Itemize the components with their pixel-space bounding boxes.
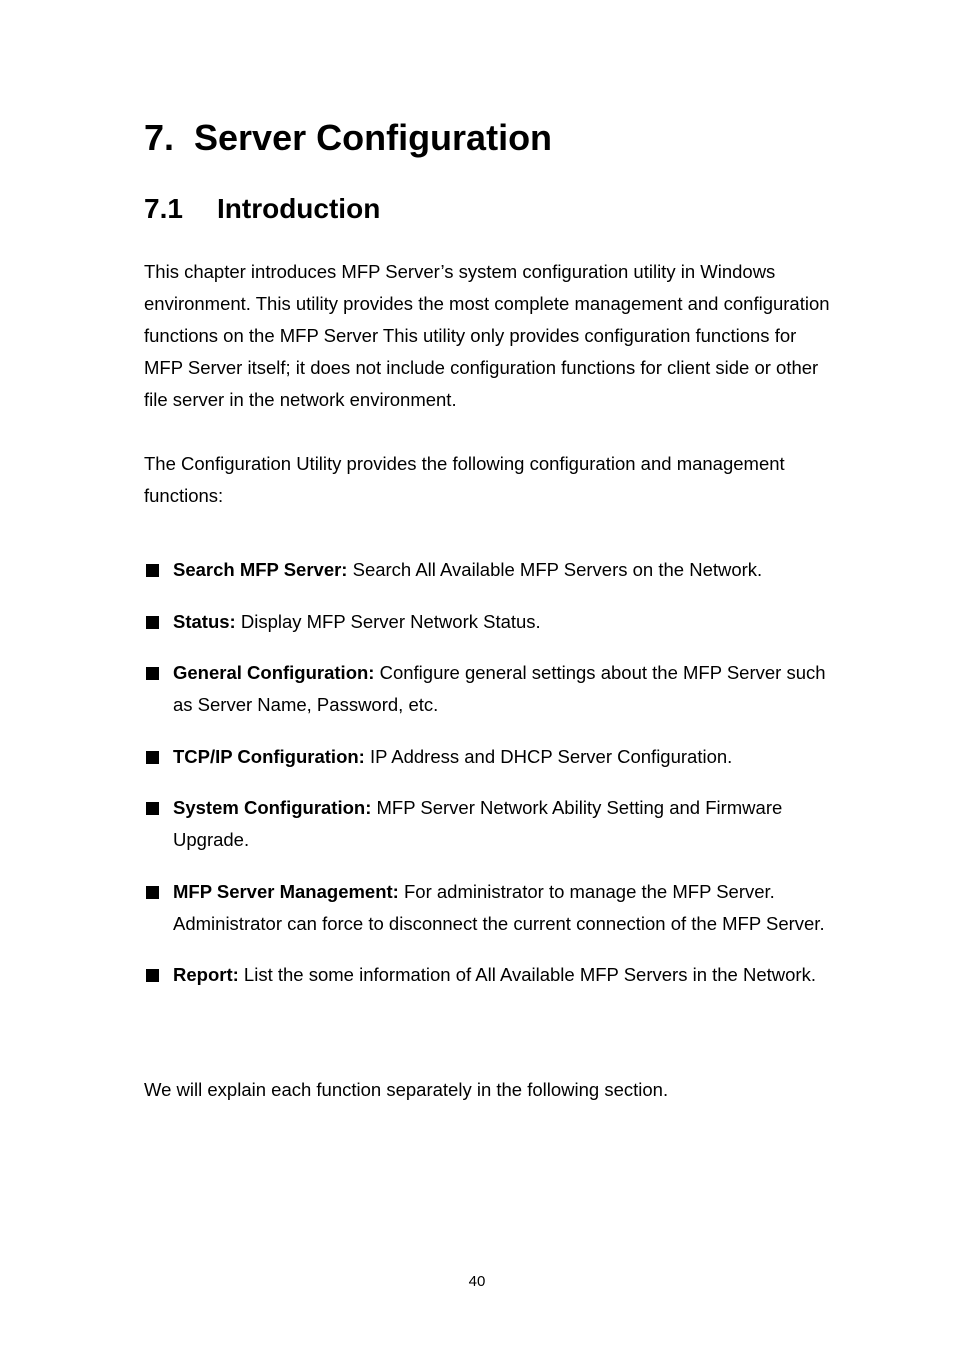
- square-bullet-icon: [146, 667, 159, 680]
- functions-lead-paragraph: The Configuration Utility provides the following configuration and management functions:: [144, 453, 785, 506]
- list-item: [144, 959, 834, 991]
- function-term: Status:: [173, 610, 236, 632]
- list-item: [144, 606, 834, 638]
- function-term: Report:: [173, 964, 239, 985]
- list-item: [144, 876, 834, 940]
- section-title: Introduction: [217, 193, 381, 224]
- list-item: [144, 792, 834, 856]
- function-term: General Configuration:: [173, 662, 375, 683]
- function-description: For administrator to manage the MFP Server. Administrator can force to disconnect the current connection of the MFP Server.: [173, 880, 825, 934]
- section-number: 7.1: [144, 193, 183, 224]
- intro-paragraph: This chapter introduces MFP Server’s system configuration utility in Windows environment. This utility provides the most complete management and configuration functions on the MFP Server This utility only provides configuration functions for MFP Server itself; it does not include configuration functions for client side or other file server in the network environment.: [144, 261, 830, 410]
- square-bullet-icon: [146, 616, 159, 629]
- function-term: Search MFP Server:: [173, 559, 348, 580]
- function-term: System Configuration:: [173, 797, 372, 818]
- chapter-number: 7.: [144, 117, 175, 158]
- square-bullet-icon: [146, 564, 159, 577]
- function-description: List the some information of All Available MFP Servers in the Network.: [238, 964, 816, 985]
- square-bullet-icon: [146, 969, 159, 982]
- function-term: TCP/IP Configuration:: [173, 745, 365, 767]
- function-description: IP Address and DHCP Server Configuration.: [364, 745, 733, 767]
- function-list: [144, 554, 834, 1011]
- function-description: Search All Available MFP Servers on the Network.: [347, 559, 763, 580]
- square-bullet-icon: [146, 886, 159, 899]
- function-description: Display MFP Server Network Status.: [235, 610, 541, 632]
- function-term: MFP Server Management:: [173, 880, 399, 902]
- square-bullet-icon: [146, 802, 159, 815]
- list-item: [144, 741, 834, 773]
- closing-paragraph: We will explain each function separately in the following section.: [144, 1079, 669, 1100]
- list-item: [144, 554, 834, 586]
- list-item: [144, 657, 834, 721]
- page-number: 40: [468, 1273, 486, 1290]
- square-bullet-icon: [146, 751, 159, 764]
- function-description: Configure general settings about the MFP Server such as Server Name, Password, etc.: [173, 662, 826, 715]
- function-description: MFP Server Network Ability Setting and Firmware Upgrade.: [173, 797, 783, 850]
- chapter-title: Server Configuration: [194, 117, 553, 158]
- chapter-heading: [144, 114, 552, 162]
- section-heading: [144, 190, 380, 228]
